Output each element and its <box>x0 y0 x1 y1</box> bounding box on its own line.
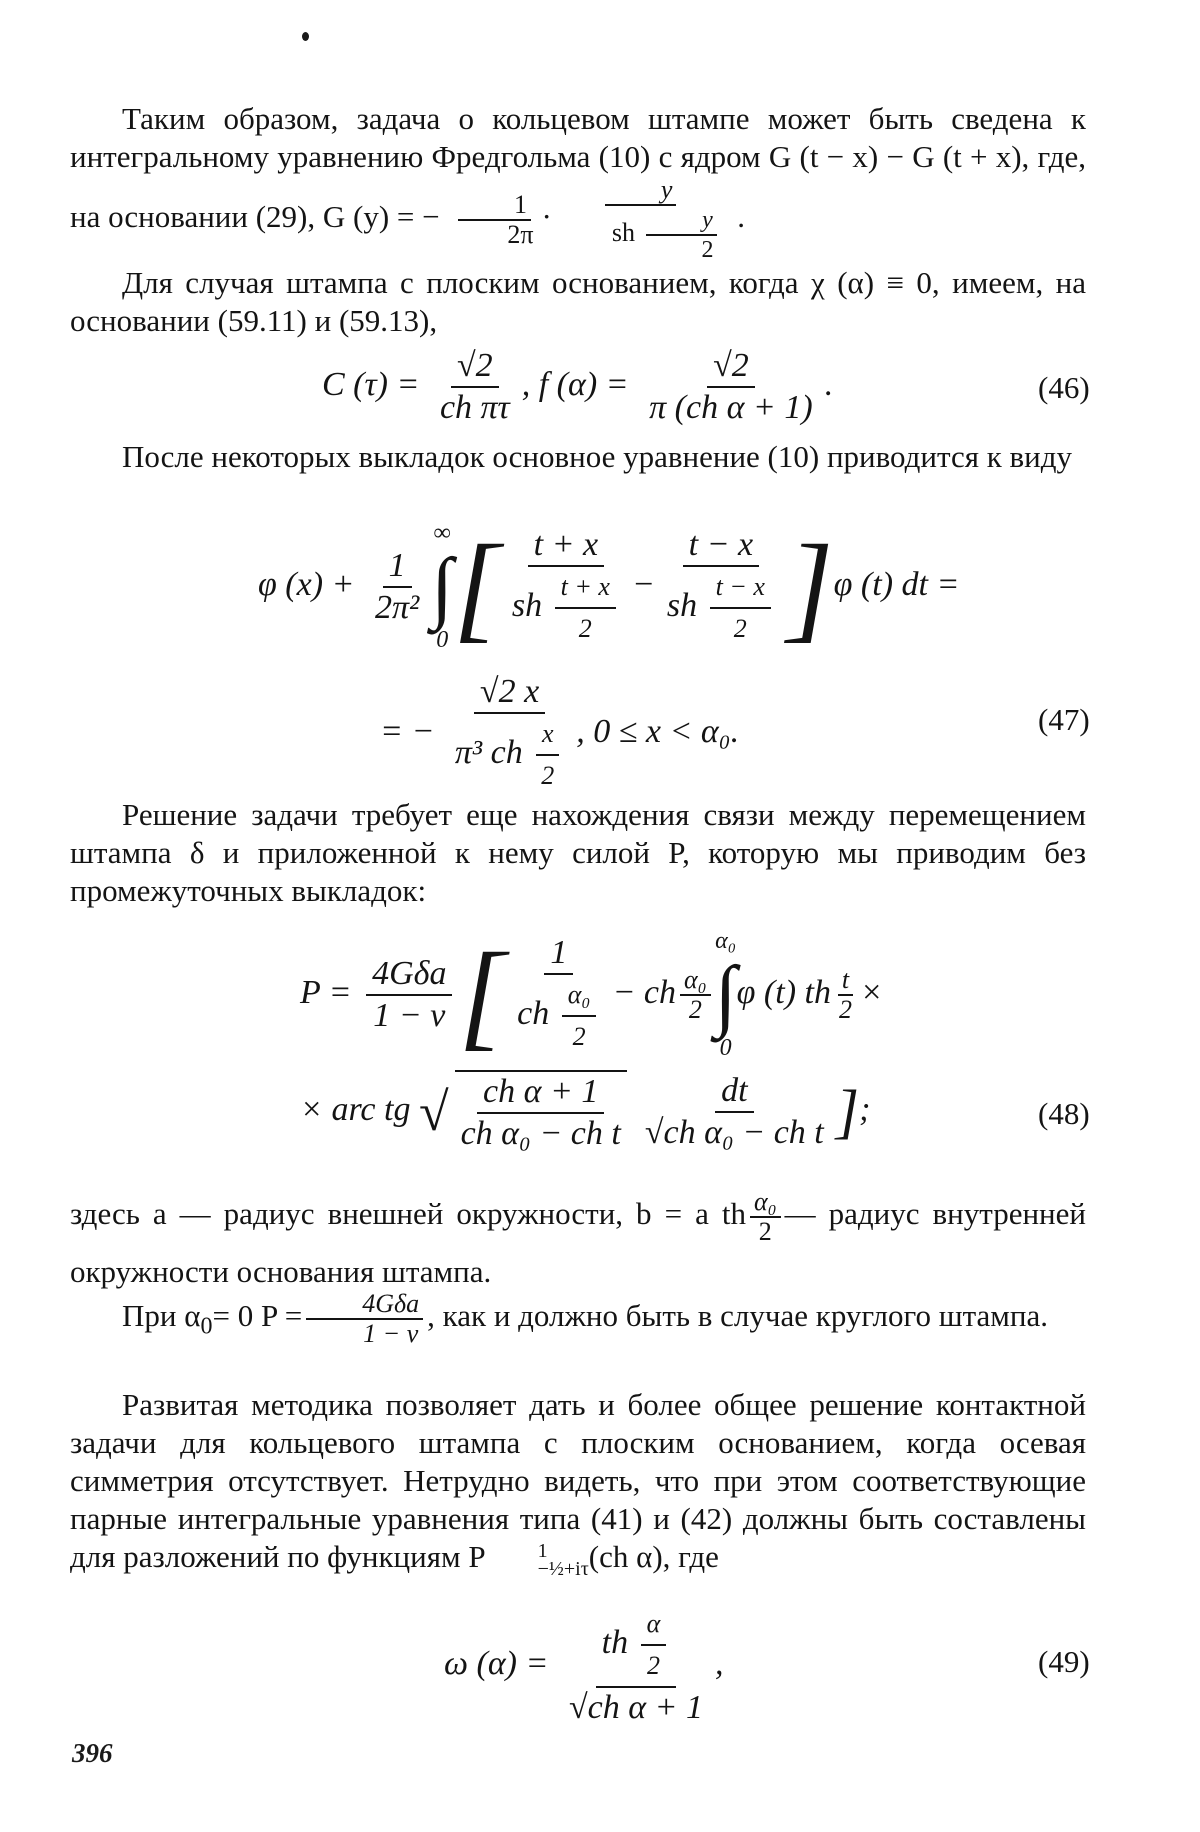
legendre-sup: 1 <box>537 1539 548 1562</box>
eq48-right-bracket: ] <box>835 1078 860 1145</box>
p5-frac-num: α₀ <box>750 1188 781 1218</box>
eq46-frac1-num: √2 <box>451 346 499 388</box>
eq48-int-lower: 0 <box>719 1035 732 1061</box>
kernel-fraction-2-den-num: y <box>646 206 717 236</box>
eq47-term2-num: t − x <box>683 525 759 567</box>
p6-subscript: 0 <box>200 1313 213 1340</box>
eq46-frac1-den: ch πτ <box>439 389 510 426</box>
page-number: 396 <box>72 1738 113 1768</box>
eq49-num-den: 2 <box>646 1651 660 1680</box>
kernel-fraction-1-num: 1 <box>458 191 531 221</box>
eq48-lhs: P = <box>300 973 352 1011</box>
eq47-right-bracket: ] <box>786 520 834 653</box>
eq47-minus: − <box>631 565 655 603</box>
eq47-term2-den-den: 2 <box>733 614 747 643</box>
paragraph-6-text-c: , как и должно быть в случае круглого штампа. <box>427 1298 1048 1334</box>
eq47-term1-den-sh: sh <box>511 586 543 624</box>
eq47-rhs-den-num: x <box>536 714 560 756</box>
eq47-term1-num: t + x <box>528 525 604 567</box>
eq47-term1-den-num: t + x <box>555 567 616 609</box>
eq47-lhs: φ (x) + <box>258 565 355 603</box>
eq47-term2-den-sh: sh <box>666 586 698 624</box>
kernel-fraction-2 <box>556 176 726 264</box>
kernel-fraction-1 <box>451 191 537 249</box>
eq48-label: (48) <box>1038 1096 1090 1131</box>
paragraph-3-text: После некоторых выкладок основное уравнение (10) приводится к виду <box>122 439 1073 474</box>
equation-47-line-2 <box>380 672 739 796</box>
eq49-num-num: α <box>641 1604 667 1646</box>
eq48-times: × <box>859 973 883 1011</box>
paragraph-4 <box>70 796 1086 910</box>
equation-48-line-2 <box>300 1070 870 1154</box>
paragraph-3 <box>70 438 1086 476</box>
kernel-fraction-2-den-sh: sh <box>611 217 635 247</box>
eq48-a-num: 1 <box>544 933 573 975</box>
eq48-sqrt-num: ch α + 1 <box>477 1072 604 1114</box>
eq46-end: . <box>824 365 834 403</box>
eq46-frac2-den: π (ch α + 1) <box>649 389 813 426</box>
eq48-coef-num: 4Gδa <box>366 954 452 996</box>
eq48-coef-den: 1 − ν <box>373 997 446 1034</box>
legendre-sub: −½+iτ <box>537 1557 589 1580</box>
eq47-term1-den-den: 2 <box>578 614 592 643</box>
paragraph-7-text: Развитая методика позволяет дать и более общее решение контактной задачи для кольцевого штампа с плоским основанием, когда осевая симметрия отсутствует. Нетрудно видеть, что при этом соответствующие парные интегральные уравнения типа (41) и (42) должны быть составлены для разложений по функциям P <box>70 1387 1086 1574</box>
kernel-fraction-2-den-den: 2 <box>701 237 714 263</box>
eq47-left-bracket: [ <box>453 520 500 653</box>
eq48-radical: √ <box>418 1082 449 1142</box>
eq49-den: √ch α + 1 <box>568 1689 703 1726</box>
paragraph-7-text-b: (ch α), где <box>588 1539 719 1574</box>
eq47-coef-den: 2π² <box>375 589 420 626</box>
eq47-int-upper: ∞ <box>433 520 451 546</box>
eq47-condition: , 0 ≤ x < α₀. <box>576 712 740 750</box>
eq47-integral: ∞ ∫ 0 <box>431 520 454 653</box>
eq46-lhs: C (τ) = <box>322 365 420 403</box>
eq48-a-den-ch: ch <box>517 994 550 1032</box>
eq46-label: (46) <box>1038 370 1090 405</box>
eq47-rhs-pre: = − <box>380 712 435 750</box>
eq49-end: , <box>715 1644 724 1682</box>
p6-frac-num: 4Gδa <box>306 1290 423 1320</box>
eq48-b-den: 2 <box>688 995 702 1024</box>
paragraph-6-text-b: = 0 P = <box>212 1298 303 1334</box>
eq47-tail: φ (t) dt = <box>833 565 960 603</box>
legendre-indices <box>486 1539 589 1580</box>
eq48-integral: α₀ ∫ 0 <box>714 928 737 1061</box>
eq48-dt-den: √ch α₀ − ch t <box>644 1114 824 1151</box>
p5-frac-den: 2 <box>758 1217 772 1246</box>
eq49-label: (49) <box>1038 1644 1090 1679</box>
eq48-tail: φ (t) th <box>736 973 831 1011</box>
eq46-frac2-num: √2 <box>707 346 755 388</box>
kernel-fraction-2-num: y <box>605 176 677 206</box>
eq47-term2-den-num: t − x <box>710 567 771 609</box>
eq46-mid: , f (α) = <box>521 365 629 403</box>
eq48-minus-ch: − ch <box>612 973 676 1011</box>
eq48-left-bracket: [ <box>458 928 506 1061</box>
paragraph-4-text: Решение задачи требует еще нахождения связи между перемещением штампа δ и приложенной к нему силой P, которую мы приводим без промежуточных выкладок: <box>70 797 1086 908</box>
paragraph-2 <box>70 264 1086 340</box>
paragraph-6-text-a: При α <box>122 1298 201 1334</box>
eq49-num-th: th <box>601 1623 629 1661</box>
eq49-lhs: ω (α) = <box>444 1644 549 1682</box>
paragraph-5-text-a: здесь a — радиус внешней окружности, b = a th <box>70 1196 746 1232</box>
paragraph-7 <box>70 1386 1086 1578</box>
equation-46 <box>322 346 833 428</box>
paragraph-1: Таким образом, задача о кольцевом штампе может быть сведена к интегральному уравнению Фредгольма (10) с ядром G (t − x) − G (t + x), где, на основании (29), G (y) = − $\frac{1}{2\pi}$ · y sh $\frac{y}{2}$ . <box>70 101 1086 263</box>
paragraph-2-text: Для случая штампа с плоским основанием, когда χ (α) ≡ 0, имеем, на основании (59.11) и (59.13), <box>70 265 1086 338</box>
eq48-end: ; <box>859 1090 871 1128</box>
eq48-th-den: 2 <box>838 995 852 1024</box>
eq48-b-num: α₀ <box>680 966 711 996</box>
eq47-int-lower: 0 <box>436 627 449 653</box>
eq48-dt-num: dt <box>715 1071 753 1113</box>
eq47-coef-num: 1 <box>383 546 412 588</box>
eq47-rhs-den-den: 2 <box>541 761 555 790</box>
paragraph-5-text-b: — радиус внутренней окружности основания штампа. <box>70 1196 1086 1289</box>
eq48-sqrt-den: ch α₀ − ch t <box>460 1115 621 1152</box>
paragraph-1-text: Таким образом, задача о кольцевом штампе может быть сведена к интегральному уравнению Фредгольма (10) с ядром G (t − x) − G (t + x), где, на основании (29), G (y) = − <box>70 101 1086 235</box>
eq48-a-den-den: 2 <box>572 1022 586 1051</box>
eq48-int-upper: α₀ <box>715 928 737 954</box>
print-speck <box>302 32 309 41</box>
paragraph-6 <box>70 1290 1086 1348</box>
equation-49 <box>444 1604 724 1728</box>
eq48-line2-pre: × arc tg <box>300 1090 411 1128</box>
eq47-rhs-num: √2 x <box>474 672 545 714</box>
eq48-a-den-num: α₀ <box>562 975 597 1017</box>
kernel-fraction-1-den: 2π <box>507 220 534 249</box>
eq47-label: (47) <box>1038 702 1090 737</box>
eq48-th-num: t <box>838 966 853 996</box>
p6-frac-den: 1 − ν <box>363 1319 419 1348</box>
equation-48-line-1 <box>300 928 883 1062</box>
equation-47-line-1 <box>258 520 959 654</box>
paragraph-5 <box>70 1188 1086 1298</box>
eq47-rhs-den: π³ ch <box>454 733 523 771</box>
